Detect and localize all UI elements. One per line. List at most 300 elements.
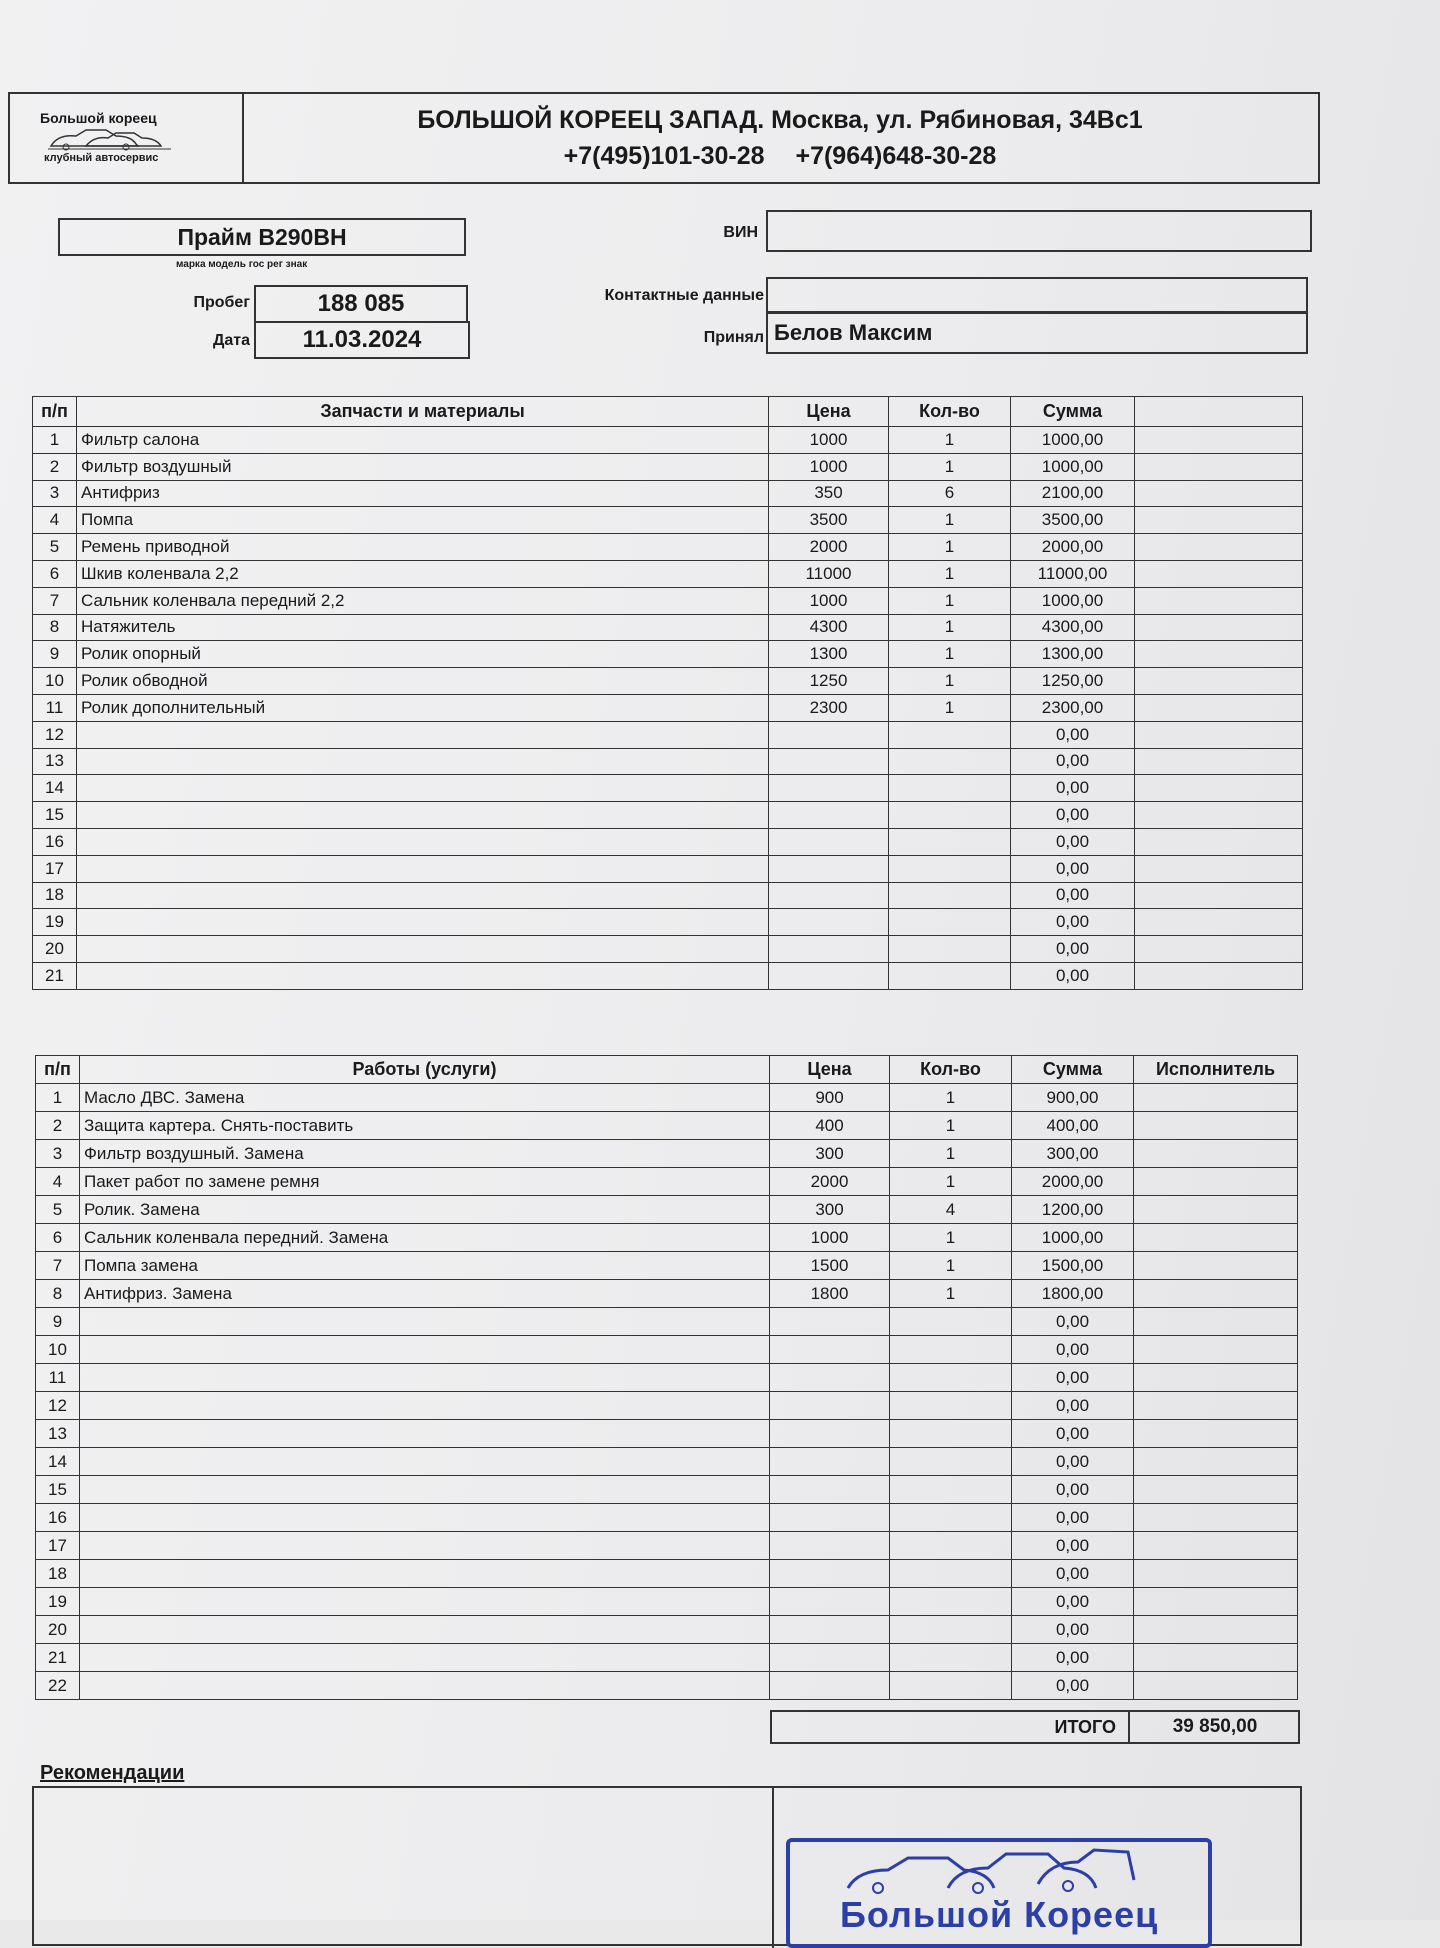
table-row (33, 882, 1303, 909)
row-sum: 1250,00 (1011, 668, 1135, 695)
row-qty (889, 936, 1011, 963)
table-row (36, 1644, 1298, 1672)
row-name (80, 1476, 770, 1504)
row-extra (1135, 909, 1303, 936)
mileage-label: Пробег (193, 294, 250, 311)
row-index: 3 (36, 1140, 80, 1168)
row-extra (1135, 614, 1303, 641)
row-extra (1134, 1196, 1298, 1224)
row-name: Натяжитель (77, 614, 769, 641)
row-index: 8 (36, 1280, 80, 1308)
vin-label: ВИН (723, 224, 758, 241)
table-row (36, 1196, 1298, 1224)
row-price: 1500 (770, 1252, 890, 1280)
row-index: 1 (36, 1084, 80, 1112)
row-price: 350 (769, 480, 889, 507)
row-name: Антифриз. Замена (80, 1280, 770, 1308)
col-price: Цена (769, 397, 889, 427)
row-index: 9 (36, 1308, 80, 1336)
table-row (36, 1672, 1298, 1700)
row-index: 5 (36, 1196, 80, 1224)
row-name (77, 962, 769, 989)
row-sum: 1300,00 (1011, 641, 1135, 668)
row-index: 6 (33, 560, 77, 587)
row-sum: 300,00 (1012, 1140, 1134, 1168)
row-qty (889, 909, 1011, 936)
date-field: 11.03.2024 (254, 321, 470, 359)
row-price (770, 1364, 890, 1392)
row-index: 10 (36, 1336, 80, 1364)
row-price (769, 802, 889, 829)
row-name (77, 775, 769, 802)
row-sum: 0,00 (1012, 1336, 1134, 1364)
row-qty (890, 1532, 1012, 1560)
row-sum: 0,00 (1011, 855, 1135, 882)
table-row (36, 1560, 1298, 1588)
col-qty: Кол-во (889, 397, 1011, 427)
row-extra (1135, 453, 1303, 480)
company-address: БОЛЬШОЙ КОРЕЕЦ ЗАПАД. Москва, ул. Рябиновая, 34Вс1 (417, 106, 1143, 134)
row-name (80, 1672, 770, 1700)
row-name: Сальник коленвала передний. Замена (80, 1224, 770, 1252)
accepted-field: Белов Максим (766, 312, 1308, 354)
row-qty: 1 (889, 427, 1011, 454)
row-price: 3500 (769, 507, 889, 534)
row-qty: 1 (889, 668, 1011, 695)
row-name (80, 1532, 770, 1560)
row-price (770, 1308, 890, 1336)
row-index: 16 (36, 1504, 80, 1532)
row-extra (1135, 721, 1303, 748)
row-index: 11 (36, 1364, 80, 1392)
row-qty: 6 (889, 480, 1011, 507)
row-name (80, 1308, 770, 1336)
row-extra (1134, 1112, 1298, 1140)
row-index: 13 (33, 748, 77, 775)
stamp-cars-icon (838, 1844, 1138, 1894)
row-index: 19 (33, 909, 77, 936)
table-row (36, 1168, 1298, 1196)
row-name (80, 1616, 770, 1644)
row-qty: 1 (889, 614, 1011, 641)
row-extra (1134, 1084, 1298, 1112)
row-sum: 0,00 (1012, 1588, 1134, 1616)
row-price (770, 1672, 890, 1700)
total-block (770, 1710, 1300, 1744)
row-sum: 1000,00 (1011, 587, 1135, 614)
row-index: 8 (33, 614, 77, 641)
row-price (769, 909, 889, 936)
row-index: 18 (36, 1560, 80, 1588)
row-price (770, 1560, 890, 1588)
row-qty (889, 962, 1011, 989)
row-sum: 1000,00 (1012, 1224, 1134, 1252)
row-sum: 0,00 (1012, 1392, 1134, 1420)
table-row (36, 1252, 1298, 1280)
row-qty: 1 (889, 641, 1011, 668)
row-name: Сальник коленвала передний 2,2 (77, 587, 769, 614)
row-extra (1135, 507, 1303, 534)
row-name: Фильтр воздушный (77, 453, 769, 480)
row-sum: 0,00 (1012, 1420, 1134, 1448)
row-index: 14 (36, 1448, 80, 1476)
row-price (769, 748, 889, 775)
row-extra (1134, 1392, 1298, 1420)
row-index: 3 (33, 480, 77, 507)
row-name (80, 1588, 770, 1616)
row-price: 1250 (769, 668, 889, 695)
row-name: Фильтр воздушный. Замена (80, 1140, 770, 1168)
row-sum: 0,00 (1011, 882, 1135, 909)
parts-table (32, 396, 1303, 990)
model-plate-caption: марка модель гос рег знак (176, 259, 308, 270)
row-name: Ролик дополнительный (77, 694, 769, 721)
table-row (33, 855, 1303, 882)
row-name (80, 1336, 770, 1364)
row-index: 15 (33, 802, 77, 829)
table-row (36, 1616, 1298, 1644)
row-qty (890, 1672, 1012, 1700)
row-name: Масло ДВС. Замена (80, 1084, 770, 1112)
row-qty (889, 828, 1011, 855)
row-sum: 2300,00 (1011, 694, 1135, 721)
row-price (770, 1448, 890, 1476)
row-price: 2000 (769, 534, 889, 561)
row-sum: 2000,00 (1011, 534, 1135, 561)
row-qty (890, 1448, 1012, 1476)
row-name: Ролик обводной (77, 668, 769, 695)
table-row (33, 909, 1303, 936)
row-price (769, 882, 889, 909)
row-price: 1000 (769, 453, 889, 480)
row-price (770, 1504, 890, 1532)
row-name: Ролик опорный (77, 641, 769, 668)
cars-logo-icon (46, 124, 176, 152)
row-index: 17 (33, 855, 77, 882)
col-parts: Запчасти и материалы (77, 397, 769, 427)
row-name (80, 1448, 770, 1476)
row-sum: 0,00 (1012, 1560, 1134, 1588)
row-price: 2000 (770, 1168, 890, 1196)
row-price: 1300 (769, 641, 889, 668)
row-price (770, 1476, 890, 1504)
row-extra (1134, 1588, 1298, 1616)
row-name: Фильтр салона (77, 427, 769, 454)
company-phones (250, 142, 1310, 171)
table-row (33, 775, 1303, 802)
row-extra (1134, 1672, 1298, 1700)
row-sum: 0,00 (1012, 1616, 1134, 1644)
row-sum: 1800,00 (1012, 1280, 1134, 1308)
row-price: 300 (770, 1196, 890, 1224)
row-name (77, 909, 769, 936)
row-index: 6 (36, 1224, 80, 1252)
row-index: 22 (36, 1672, 80, 1700)
row-extra (1134, 1448, 1298, 1476)
row-name: Помпа (77, 507, 769, 534)
row-sum: 400,00 (1012, 1112, 1134, 1140)
table-row (33, 748, 1303, 775)
row-extra (1135, 534, 1303, 561)
row-price: 1000 (770, 1224, 890, 1252)
phone-1: +7(495)101-30-28 (563, 142, 765, 170)
row-name (77, 855, 769, 882)
row-sum: 2000,00 (1012, 1168, 1134, 1196)
row-extra (1134, 1280, 1298, 1308)
table-row (36, 1392, 1298, 1420)
row-sum: 1000,00 (1011, 453, 1135, 480)
row-price (770, 1532, 890, 1560)
row-qty: 1 (889, 587, 1011, 614)
col-sum: Сумма (1011, 397, 1135, 427)
row-qty: 1 (890, 1112, 1012, 1140)
row-name: Антифриз (77, 480, 769, 507)
table-row (33, 614, 1303, 641)
row-name (77, 828, 769, 855)
total-label: ИТОГО (772, 1712, 1130, 1742)
table-row (33, 453, 1303, 480)
row-price: 1800 (770, 1280, 890, 1308)
row-sum: 0,00 (1011, 962, 1135, 989)
row-qty (890, 1308, 1012, 1336)
row-name (77, 936, 769, 963)
parts-header-row (33, 397, 1303, 427)
recommendations-divider (772, 1788, 774, 1948)
works-body (36, 1084, 1298, 1700)
col-sum: Сумма (1012, 1056, 1134, 1084)
row-sum: 900,00 (1012, 1084, 1134, 1112)
table-row (36, 1084, 1298, 1112)
col-extra (1135, 397, 1303, 427)
row-extra (1135, 802, 1303, 829)
row-sum: 0,00 (1012, 1504, 1134, 1532)
row-extra (1134, 1532, 1298, 1560)
row-name (80, 1364, 770, 1392)
row-index: 20 (36, 1616, 80, 1644)
row-extra (1135, 427, 1303, 454)
row-qty (889, 775, 1011, 802)
row-price (769, 828, 889, 855)
row-qty: 1 (890, 1084, 1012, 1112)
row-name: Ролик. Замена (80, 1196, 770, 1224)
row-qty (889, 882, 1011, 909)
row-price (769, 962, 889, 989)
row-price (770, 1420, 890, 1448)
table-row (33, 668, 1303, 695)
row-qty: 1 (890, 1224, 1012, 1252)
row-index: 14 (33, 775, 77, 802)
row-extra (1135, 587, 1303, 614)
row-qty (889, 855, 1011, 882)
row-extra (1135, 855, 1303, 882)
row-sum: 3500,00 (1011, 507, 1135, 534)
row-qty: 1 (890, 1140, 1012, 1168)
table-row (33, 828, 1303, 855)
row-extra (1134, 1252, 1298, 1280)
row-extra (1135, 694, 1303, 721)
row-extra (1134, 1560, 1298, 1588)
row-extra (1134, 1504, 1298, 1532)
row-index: 9 (33, 641, 77, 668)
row-qty (890, 1588, 1012, 1616)
works-table (35, 1055, 1298, 1700)
row-name (80, 1560, 770, 1588)
row-name (77, 748, 769, 775)
table-row (33, 480, 1303, 507)
row-name: Шкив коленвала 2,2 (77, 560, 769, 587)
row-qty (890, 1616, 1012, 1644)
row-extra (1135, 962, 1303, 989)
table-row (36, 1448, 1298, 1476)
row-price (770, 1336, 890, 1364)
row-price: 300 (770, 1140, 890, 1168)
row-extra (1134, 1420, 1298, 1448)
row-name (80, 1420, 770, 1448)
row-extra (1135, 775, 1303, 802)
row-name: Пакет работ по замене ремня (80, 1168, 770, 1196)
row-sum: 0,00 (1011, 936, 1135, 963)
row-index: 2 (36, 1112, 80, 1140)
col-index: п/п (36, 1056, 80, 1084)
row-qty: 1 (890, 1168, 1012, 1196)
row-index: 20 (33, 936, 77, 963)
row-qty (890, 1476, 1012, 1504)
row-price (770, 1392, 890, 1420)
row-extra (1135, 560, 1303, 587)
row-price: 400 (770, 1112, 890, 1140)
row-index: 5 (33, 534, 77, 561)
table-row (36, 1280, 1298, 1308)
row-name: Защита картера. Снять-поставить (80, 1112, 770, 1140)
row-sum: 1200,00 (1012, 1196, 1134, 1224)
table-row (36, 1588, 1298, 1616)
col-works: Работы (услуги) (80, 1056, 770, 1084)
row-qty (889, 748, 1011, 775)
row-extra (1134, 1308, 1298, 1336)
recommendations-title: Рекомендации (40, 1762, 185, 1784)
stamp-text: Большой Кореец (840, 1894, 1159, 1935)
row-extra (1134, 1336, 1298, 1364)
row-name (77, 882, 769, 909)
row-index: 7 (33, 587, 77, 614)
row-name (80, 1644, 770, 1672)
row-sum: 0,00 (1011, 828, 1135, 855)
col-index: п/п (33, 397, 77, 427)
table-row (33, 507, 1303, 534)
table-row (36, 1308, 1298, 1336)
table-row (36, 1532, 1298, 1560)
row-sum: 0,00 (1012, 1672, 1134, 1700)
row-qty (890, 1420, 1012, 1448)
table-row (36, 1476, 1298, 1504)
row-price: 1000 (769, 427, 889, 454)
row-price (769, 936, 889, 963)
row-extra (1135, 748, 1303, 775)
row-index: 21 (36, 1644, 80, 1672)
table-row (33, 587, 1303, 614)
table-row (36, 1504, 1298, 1532)
table-row (33, 534, 1303, 561)
row-price (770, 1616, 890, 1644)
table-row (36, 1112, 1298, 1140)
table-row (36, 1140, 1298, 1168)
row-name (80, 1392, 770, 1420)
row-extra (1135, 480, 1303, 507)
row-qty: 1 (889, 453, 1011, 480)
table-row (33, 721, 1303, 748)
row-price: 2300 (769, 694, 889, 721)
table-row (33, 560, 1303, 587)
row-price: 11000 (769, 560, 889, 587)
row-index: 17 (36, 1532, 80, 1560)
row-sum: 0,00 (1011, 748, 1135, 775)
logo-name: Большой кореец (40, 110, 157, 126)
total-value: 39 850,00 (1172, 1716, 1258, 1737)
table-row (33, 694, 1303, 721)
row-extra (1134, 1168, 1298, 1196)
table-row (36, 1420, 1298, 1448)
row-index: 4 (33, 507, 77, 534)
row-index: 16 (33, 828, 77, 855)
row-qty (889, 721, 1011, 748)
row-index: 7 (36, 1252, 80, 1280)
row-qty (890, 1560, 1012, 1588)
row-sum: 0,00 (1012, 1532, 1134, 1560)
row-index: 19 (36, 1588, 80, 1616)
row-sum: 0,00 (1012, 1448, 1134, 1476)
phone-2: +7(964)648-30-28 (795, 142, 997, 170)
row-price: 1000 (769, 587, 889, 614)
row-price (770, 1644, 890, 1672)
row-index: 12 (36, 1392, 80, 1420)
row-sum: 0,00 (1011, 909, 1135, 936)
table-row (33, 427, 1303, 454)
col-price: Цена (770, 1056, 890, 1084)
row-name (80, 1504, 770, 1532)
company-stamp (786, 1838, 1212, 1948)
accepted-label: Принял (703, 329, 764, 346)
row-sum: 1000,00 (1011, 427, 1135, 454)
row-name (77, 721, 769, 748)
row-extra (1134, 1364, 1298, 1392)
row-qty (889, 802, 1011, 829)
row-qty (890, 1364, 1012, 1392)
row-name: Помпа замена (80, 1252, 770, 1280)
row-qty: 4 (890, 1196, 1012, 1224)
row-index: 13 (36, 1420, 80, 1448)
row-price (769, 721, 889, 748)
row-extra (1134, 1644, 1298, 1672)
table-row (36, 1364, 1298, 1392)
row-price: 4300 (769, 614, 889, 641)
row-sum: 0,00 (1011, 802, 1135, 829)
row-index: 10 (33, 668, 77, 695)
row-extra (1134, 1140, 1298, 1168)
row-extra (1135, 882, 1303, 909)
row-qty: 1 (889, 534, 1011, 561)
row-qty: 1 (889, 507, 1011, 534)
row-extra (1135, 828, 1303, 855)
table-row (33, 936, 1303, 963)
row-sum: 4300,00 (1011, 614, 1135, 641)
row-index: 2 (33, 453, 77, 480)
row-name (77, 802, 769, 829)
row-sum: 0,00 (1012, 1364, 1134, 1392)
mileage-field: 188 085 (254, 285, 468, 323)
row-sum: 0,00 (1012, 1476, 1134, 1504)
row-extra (1134, 1616, 1298, 1644)
row-sum: 11000,00 (1011, 560, 1135, 587)
